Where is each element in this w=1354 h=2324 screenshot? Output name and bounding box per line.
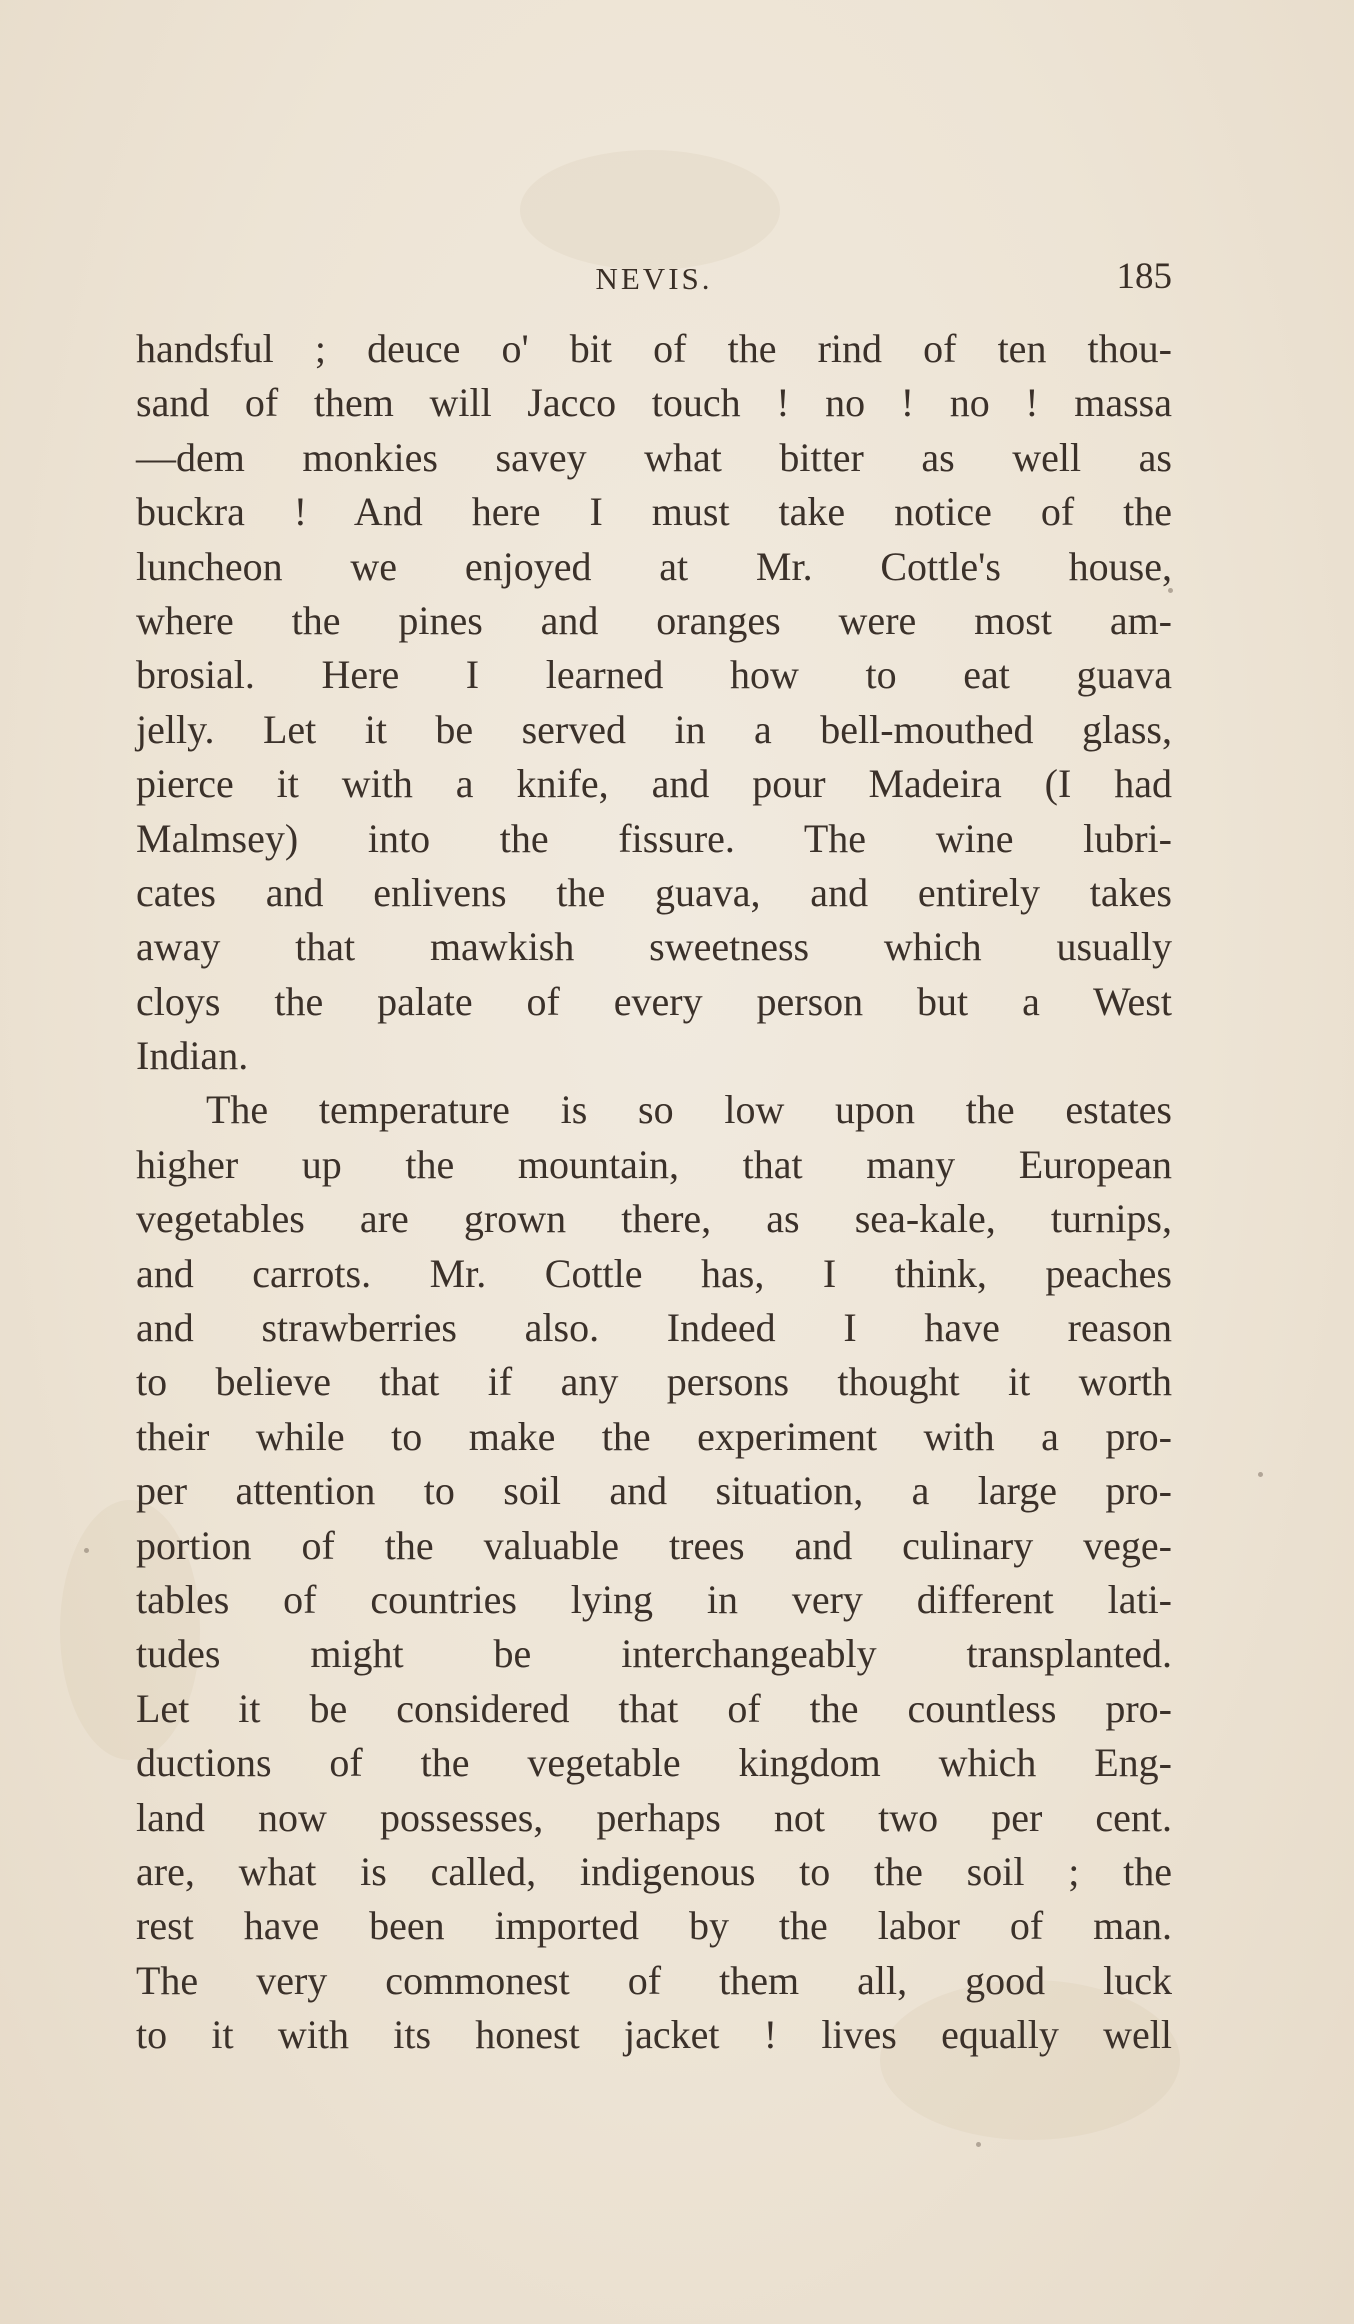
text-line: away that mawkish sweetness which usually (136, 924, 1172, 970)
page-number: 185 (1116, 256, 1172, 297)
text-line: higher up the mountain, that many European (136, 1141, 1172, 1187)
text-line: vegetables are grown there, as sea-kale, turnips, (136, 1196, 1172, 1242)
text-line: their while to make the experiment with a pro- (136, 1413, 1172, 1459)
text-line: The very commonest of them all, good luck (136, 1957, 1172, 2003)
text-line: handsful ; deuce o' bit of the rind of ten thou- (136, 326, 1172, 371)
text-line: are, what is called, indigenous to the soil ; the (136, 1848, 1172, 1894)
text-line: pierce it with a knife, and pour Madeira (I had (136, 761, 1172, 807)
text-line: The temperature is so low upon the estates (206, 1087, 1172, 1133)
paper-speck (84, 1548, 89, 1553)
text-line: tables of countries lying in very different lati- (136, 1576, 1172, 1622)
text-line: Let it be considered that of the countless pro- (136, 1685, 1172, 1731)
paper-speck (976, 2142, 981, 2147)
paper-speck (1258, 1472, 1263, 1477)
text-line: Malmsey) into the fissure. The wine lubri- (136, 815, 1172, 861)
text-line: cloys the palate of every person but a West (136, 978, 1172, 1024)
text-line: Indian. (136, 1033, 249, 1079)
text-line: ductions of the vegetable kingdom which Eng- (136, 1740, 1172, 1786)
text-line: rest have been imported by the labor of man. (136, 1903, 1172, 1949)
text-line: buckra ! And here I must take notice of the (136, 489, 1172, 535)
text-line: jelly. Let it be served in a bell-mouthed glass, (136, 706, 1172, 752)
text-line: to believe that if any persons thought it worth (136, 1359, 1172, 1405)
text-line: luncheon we enjoyed at Mr. Cottle's house, (136, 543, 1172, 589)
text-line: and strawberries also. Indeed I have reason (136, 1305, 1172, 1351)
paragraph (136, 322, 1172, 1083)
paragraph (136, 1083, 1172, 2062)
text-line: —dem monkies savey what bitter as well as (136, 434, 1172, 480)
text-line: land now possesses, perhaps not two per cent. (136, 1794, 1172, 1840)
text-line: sand of them will Jacco touch ! no ! no ! massa (136, 380, 1172, 426)
body-text (136, 322, 1172, 2063)
page-header (136, 255, 1172, 307)
text-line: cates and enlivens the guava, and entirely takes (136, 869, 1172, 915)
text-line: portion of the valuable trees and culinary vege- (136, 1522, 1172, 1568)
text-line: tudes might be interchangeably transplanted. (136, 1631, 1172, 1677)
text-line: and carrots. Mr. Cottle has, I think, peaches (136, 1250, 1172, 1296)
text-line: where the pines and oranges were most am- (136, 597, 1172, 643)
text-line: to it with its honest jacket ! lives equally well (136, 2012, 1172, 2058)
paper-stain (520, 150, 780, 270)
text-line: brosial. Here I learned how to eat guava (136, 652, 1172, 698)
text-line: per attention to soil and situation, a large pro- (136, 1468, 1172, 1514)
running-head: NEVIS. (595, 261, 713, 296)
